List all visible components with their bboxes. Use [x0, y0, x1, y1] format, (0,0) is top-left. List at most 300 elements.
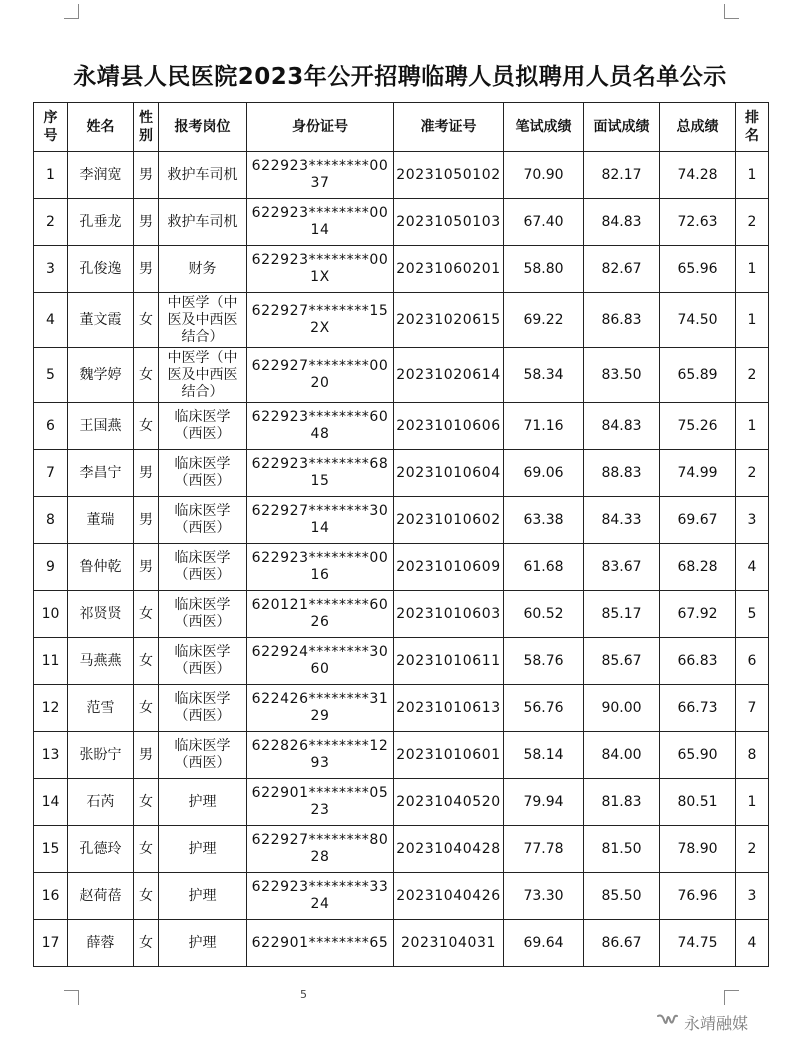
cell-interview-score: [584, 638, 660, 685]
cell-written-score: [504, 685, 584, 732]
table-row: [34, 685, 769, 732]
table-header: [34, 103, 769, 152]
cell-no: [34, 779, 68, 826]
cell-no: [34, 920, 68, 967]
cell-exam-number-text: 20231010604: [396, 464, 501, 481]
cell-no: [34, 348, 68, 403]
cell-name: [68, 685, 134, 732]
cell-rank: [736, 403, 769, 450]
cell-written-score: [504, 152, 584, 199]
cell-post: [159, 293, 247, 348]
cell-total-score: [660, 152, 736, 199]
watermark-text: 永靖融媒: [684, 1013, 749, 1033]
cell-exam-number-text: 20231050102: [396, 166, 501, 183]
cell-post-text: 临床医学（西医）: [174, 738, 231, 771]
cell-rank-text: 4: [747, 558, 757, 575]
cell-gender-text: 男: [139, 511, 153, 528]
cell-name: [68, 152, 134, 199]
cell-exam-number-text: 20231020614: [396, 366, 501, 383]
cell-rank-text: 7: [747, 699, 757, 716]
cell-written-score-text: 69.22: [523, 311, 564, 328]
cell-gender: [134, 779, 159, 826]
cell-written-score-text: 56.76: [523, 699, 564, 716]
cell-interview-score: [584, 826, 660, 873]
cell-gender: [134, 591, 159, 638]
cell-name-text: 孔德玲: [79, 840, 122, 857]
header-gender: 性别: [134, 103, 159, 152]
cell-name-text: 孔俊逸: [79, 260, 122, 277]
cell-id-number-text: 622923********0016: [251, 550, 389, 583]
cell-total-score: [660, 403, 736, 450]
cell-total-score: [660, 685, 736, 732]
cell-id-number-text: 622927********8028: [251, 832, 389, 865]
cell-exam-number: [394, 920, 504, 967]
cell-name: [68, 920, 134, 967]
cell-rank: [736, 497, 769, 544]
cell-exam-number-text: 20231040428: [396, 840, 501, 857]
cell-no: [34, 591, 68, 638]
cell-post-text: 财务: [188, 260, 217, 277]
cell-gender: [134, 450, 159, 497]
cell-total-score: [660, 779, 736, 826]
cell-id-number: [247, 246, 394, 293]
cell-id-number: [247, 873, 394, 920]
cell-no: [34, 732, 68, 779]
cell-total-score: [660, 199, 736, 246]
cell-post-text: 临床医学（西医）: [174, 597, 231, 630]
table-row: [34, 638, 769, 685]
cell-gender-text: 女: [139, 366, 153, 383]
header-id-number: 身份证号: [247, 103, 394, 152]
cell-exam-number: [394, 732, 504, 779]
header-name: 姓名: [68, 103, 134, 152]
cell-post-text: 临床医学（西医）: [174, 456, 231, 489]
cell-name-text: 李昌宁: [79, 464, 122, 481]
cell-gender-text: 女: [139, 605, 153, 622]
cell-name: [68, 638, 134, 685]
cell-gender-text: 男: [139, 746, 153, 763]
cell-rank: [736, 199, 769, 246]
cell-gender-text: 女: [139, 699, 153, 716]
cell-name-text: 薛蓉: [86, 934, 115, 951]
cell-post-text: 护理: [188, 793, 217, 810]
table-row: [34, 591, 769, 638]
cell-written-score: [504, 497, 584, 544]
cell-exam-number-text: 20231010609: [396, 558, 501, 575]
table-row: [34, 348, 769, 403]
cell-interview-score-text: 83.67: [601, 558, 642, 575]
cell-post: [159, 638, 247, 685]
cell-no-text: 13: [41, 746, 60, 763]
cell-interview-score-text: 84.33: [601, 511, 642, 528]
cell-interview-score: [584, 544, 660, 591]
cell-exam-number: [394, 348, 504, 403]
cell-interview-score: [584, 873, 660, 920]
cell-post-text: 救护车司机: [167, 166, 238, 183]
cell-rank: [736, 920, 769, 967]
cell-id-number-text: 622923********3324: [251, 879, 389, 912]
cell-exam-number-text: 20231040520: [396, 793, 501, 810]
cell-total-score: [660, 246, 736, 293]
cell-interview-score: [584, 152, 660, 199]
cell-post-text: 临床医学（西医）: [174, 503, 231, 536]
cell-id-number: [247, 920, 394, 967]
cell-name-text: 王国燕: [79, 417, 122, 434]
cell-rank: [736, 685, 769, 732]
cell-interview-score-text: 84.83: [601, 213, 642, 230]
cell-name: [68, 873, 134, 920]
table-row: [34, 403, 769, 450]
cell-name: [68, 826, 134, 873]
cell-post: [159, 826, 247, 873]
cell-rank: [736, 246, 769, 293]
cell-id-number-text: 622923********0037: [251, 158, 389, 191]
cell-exam-number-text: 20231060201: [396, 260, 501, 277]
cell-exam-number: [394, 199, 504, 246]
cell-written-score: [504, 591, 584, 638]
cell-interview-score: [584, 450, 660, 497]
cell-total-score-text: 65.96: [677, 260, 718, 277]
crop-mark-bottom-left: [64, 990, 79, 1005]
cell-gender: [134, 293, 159, 348]
cell-no: [34, 826, 68, 873]
cell-name: [68, 403, 134, 450]
cell-total-score: [660, 920, 736, 967]
cell-no: [34, 544, 68, 591]
cell-exam-number: [394, 873, 504, 920]
cell-total-score-text: 76.96: [677, 887, 718, 904]
cell-no-text: 7: [46, 464, 55, 481]
header-interview-score: 面试成绩: [584, 103, 660, 152]
cell-post: [159, 920, 247, 967]
cell-written-score-text: 58.80: [523, 260, 564, 277]
cell-interview-score-text: 86.67: [601, 934, 642, 951]
cell-id-number: [247, 685, 394, 732]
cell-gender: [134, 199, 159, 246]
cell-post: [159, 348, 247, 403]
cell-written-score: [504, 732, 584, 779]
cell-no: [34, 246, 68, 293]
cell-post-text: 护理: [188, 887, 217, 904]
cell-name-text: 董瑞: [86, 511, 115, 528]
cell-gender: [134, 403, 159, 450]
cell-total-score-text: 66.73: [677, 699, 718, 716]
wechat-channel-icon: [656, 1012, 678, 1032]
cell-gender-text: 女: [139, 417, 153, 434]
cell-id-number-text: 622924********3060: [251, 644, 389, 677]
cell-id-number: [247, 450, 394, 497]
watermark: [656, 1010, 748, 1034]
table-row: [34, 732, 769, 779]
cell-rank: [736, 779, 769, 826]
cell-id-number-text: 622927********3014: [251, 503, 389, 536]
cell-no-text: 17: [41, 934, 60, 951]
cell-post-text: 临床医学（西医）: [174, 409, 231, 442]
cell-gender-text: 女: [139, 934, 153, 951]
cell-rank-text: 2: [747, 464, 757, 481]
cell-gender-text: 男: [139, 260, 153, 277]
crop-mark-top-right: [724, 4, 739, 19]
cell-written-score-text: 58.34: [523, 366, 564, 383]
cell-written-score-text: 58.76: [523, 652, 564, 669]
cell-gender: [134, 826, 159, 873]
header-rank: 排名: [736, 103, 769, 152]
cell-rank-text: 2: [747, 840, 757, 857]
cell-written-score-text: 79.94: [523, 793, 564, 810]
header-total-score: 总成绩: [660, 103, 736, 152]
cell-gender: [134, 497, 159, 544]
cell-exam-number-text: 20231010601: [396, 746, 501, 763]
cell-interview-score: [584, 685, 660, 732]
cell-gender: [134, 246, 159, 293]
cell-exam-number: [394, 544, 504, 591]
cell-name-text: 董文霞: [79, 311, 122, 328]
cell-total-score-text: 65.90: [677, 746, 718, 763]
cell-exam-number: [394, 293, 504, 348]
cell-total-score: [660, 826, 736, 873]
cell-rank-text: 1: [747, 793, 757, 810]
cell-post: [159, 591, 247, 638]
cell-written-score-text: 58.14: [523, 746, 564, 763]
cell-interview-score-text: 84.83: [601, 417, 642, 434]
cell-name: [68, 544, 134, 591]
cell-gender: [134, 152, 159, 199]
cell-post: [159, 779, 247, 826]
cell-exam-number: [394, 826, 504, 873]
cell-id-number-text: 622923********6815: [251, 456, 389, 489]
cell-post: [159, 152, 247, 199]
cell-exam-number: [394, 638, 504, 685]
cell-interview-score-text: 86.83: [601, 311, 642, 328]
cell-name: [68, 450, 134, 497]
cell-interview-score: [584, 779, 660, 826]
cell-post: [159, 199, 247, 246]
cell-gender: [134, 685, 159, 732]
cell-no-text: 3: [46, 260, 55, 277]
cell-interview-score: [584, 591, 660, 638]
cell-no-text: 6: [46, 417, 55, 434]
cell-interview-score-text: 84.00: [601, 746, 642, 763]
cell-rank-text: 1: [747, 311, 757, 328]
cell-written-score: [504, 199, 584, 246]
cell-gender: [134, 638, 159, 685]
cell-gender: [134, 732, 159, 779]
crop-mark-bottom-right: [724, 990, 739, 1005]
cell-id-number-text: 622923********001X: [251, 252, 389, 285]
cell-no: [34, 685, 68, 732]
cell-no: [34, 152, 68, 199]
cell-written-score: [504, 293, 584, 348]
cell-exam-number: [394, 152, 504, 199]
cell-rank-text: 3: [747, 887, 757, 904]
cell-exam-number-text: 20231020615: [396, 311, 501, 328]
cell-exam-number: [394, 685, 504, 732]
cell-name-text: 魏学婷: [79, 366, 122, 383]
cell-gender: [134, 348, 159, 403]
cell-total-score-text: 72.63: [677, 213, 718, 230]
cell-post: [159, 544, 247, 591]
cell-total-score: [660, 732, 736, 779]
cell-rank-text: 1: [747, 166, 757, 183]
cell-rank: [736, 591, 769, 638]
cell-no-text: 11: [41, 652, 60, 669]
candidate-table: [33, 102, 769, 967]
table-row: [34, 246, 769, 293]
cell-no-text: 8: [46, 511, 55, 528]
table-row: [34, 873, 769, 920]
cell-no: [34, 199, 68, 246]
table-row: [34, 152, 769, 199]
cell-gender-text: 男: [139, 213, 153, 230]
cell-name-text: 祁贤贤: [79, 605, 122, 622]
cell-rank: [736, 293, 769, 348]
cell-exam-number: [394, 591, 504, 638]
cell-no-text: 1: [46, 166, 55, 183]
cell-id-number-text: 622923********6048: [251, 409, 389, 442]
cell-name: [68, 779, 134, 826]
cell-total-score-text: 74.50: [677, 311, 718, 328]
cell-id-number-text: 620121********6026: [251, 597, 389, 630]
cell-written-score: [504, 450, 584, 497]
cell-gender: [134, 873, 159, 920]
cell-no-text: 16: [41, 887, 60, 904]
cell-post: [159, 873, 247, 920]
cell-id-number-text: 622927********152X: [251, 303, 389, 336]
cell-total-score: [660, 591, 736, 638]
cell-id-number-text: 622923********0014: [251, 205, 389, 238]
cell-id-number: [247, 779, 394, 826]
cell-written-score-text: 63.38: [523, 511, 564, 528]
cell-name: [68, 348, 134, 403]
cell-gender: [134, 920, 159, 967]
cell-total-score-text: 69.67: [677, 511, 718, 528]
page-number: 5: [300, 988, 307, 1001]
cell-rank: [736, 544, 769, 591]
cell-no-text: 10: [41, 605, 60, 622]
cell-id-number: [247, 348, 394, 403]
cell-interview-score-text: 81.83: [601, 793, 642, 810]
cell-total-score-text: 68.28: [677, 558, 718, 575]
cell-post-text: 救护车司机: [167, 213, 238, 230]
cell-exam-number: [394, 497, 504, 544]
cell-interview-score: [584, 732, 660, 779]
cell-post-text: 护理: [188, 840, 217, 857]
cell-written-score: [504, 544, 584, 591]
cell-exam-number-text: 20231010606: [396, 417, 501, 434]
cell-post: [159, 497, 247, 544]
cell-post-text: 临床医学（西医）: [174, 644, 231, 677]
cell-no: [34, 450, 68, 497]
cell-total-score-text: 66.83: [677, 652, 718, 669]
cell-exam-number: [394, 779, 504, 826]
cell-written-score: [504, 348, 584, 403]
cell-interview-score: [584, 199, 660, 246]
header-no: 序号: [34, 103, 68, 152]
cell-rank: [736, 638, 769, 685]
cell-no: [34, 638, 68, 685]
cell-gender-text: 男: [139, 166, 153, 183]
table-row: [34, 199, 769, 246]
table-body: [34, 152, 769, 967]
cell-written-score: [504, 779, 584, 826]
cell-rank-text: 3: [747, 511, 757, 528]
cell-name: [68, 591, 134, 638]
table-row: [34, 826, 769, 873]
cell-total-score: [660, 348, 736, 403]
cell-exam-number-text: 20231040426: [396, 887, 501, 904]
cell-name: [68, 497, 134, 544]
cell-written-score-text: 77.78: [523, 840, 564, 857]
table-row: [34, 920, 769, 967]
cell-rank-text: 4: [747, 934, 757, 951]
cell-id-number-text: 622901********65: [251, 934, 389, 951]
cell-written-score-text: 69.64: [523, 934, 564, 951]
cell-interview-score: [584, 497, 660, 544]
cell-gender-text: 女: [139, 887, 153, 904]
cell-no: [34, 497, 68, 544]
cell-no-text: 9: [46, 558, 55, 575]
table-row: [34, 779, 769, 826]
cell-total-score-text: 74.99: [677, 464, 718, 481]
cell-rank-text: 1: [747, 260, 757, 277]
document-title: 永靖县人民医院2023年公开招聘临聘人员拟聘用人员名单公示: [73, 64, 727, 90]
cell-interview-score: [584, 293, 660, 348]
cell-total-score-text: 80.51: [677, 793, 718, 810]
cell-rank-text: 1: [747, 417, 757, 434]
cell-rank: [736, 348, 769, 403]
cell-rank-text: 2: [747, 366, 757, 383]
cell-total-score-text: 67.92: [677, 605, 718, 622]
cell-interview-score-text: 85.50: [601, 887, 642, 904]
cell-exam-number: [394, 450, 504, 497]
header-exam-number: 准考证号: [394, 103, 504, 152]
cell-interview-score: [584, 403, 660, 450]
cell-id-number: [247, 293, 394, 348]
cell-exam-number-text: 20231010602: [396, 511, 501, 528]
cell-written-score-text: 71.16: [523, 417, 564, 434]
cell-interview-score: [584, 920, 660, 967]
cell-post: [159, 732, 247, 779]
cell-name-text: 张盼宁: [79, 746, 122, 763]
cell-interview-score-text: 85.17: [601, 605, 642, 622]
cell-id-number: [247, 403, 394, 450]
cell-name: [68, 199, 134, 246]
cell-rank: [736, 826, 769, 873]
cell-post-text: 中医学（中医及中西医结合）: [167, 294, 238, 345]
cell-name-text: 李润宽: [79, 166, 122, 183]
cell-total-score: [660, 450, 736, 497]
cell-gender-text: 女: [139, 840, 153, 857]
cell-total-score-text: 65.89: [677, 366, 718, 383]
cell-written-score: [504, 826, 584, 873]
table-row: [34, 497, 769, 544]
cell-exam-number: [394, 403, 504, 450]
cell-gender-text: 女: [139, 652, 153, 669]
header-written-score: 笔试成绩: [504, 103, 584, 152]
cell-total-score-text: 75.26: [677, 417, 718, 434]
cell-no-text: 12: [41, 699, 60, 716]
cell-rank: [736, 732, 769, 779]
cell-rank-text: 5: [747, 605, 757, 622]
cell-name-text: 孔垂龙: [79, 213, 122, 230]
table-row: [34, 450, 769, 497]
cell-written-score-text: 70.90: [523, 166, 564, 183]
cell-no: [34, 403, 68, 450]
cell-written-score-text: 67.40: [523, 213, 564, 230]
cell-no-text: 14: [41, 793, 60, 810]
cell-total-score: [660, 544, 736, 591]
cell-interview-score: [584, 348, 660, 403]
